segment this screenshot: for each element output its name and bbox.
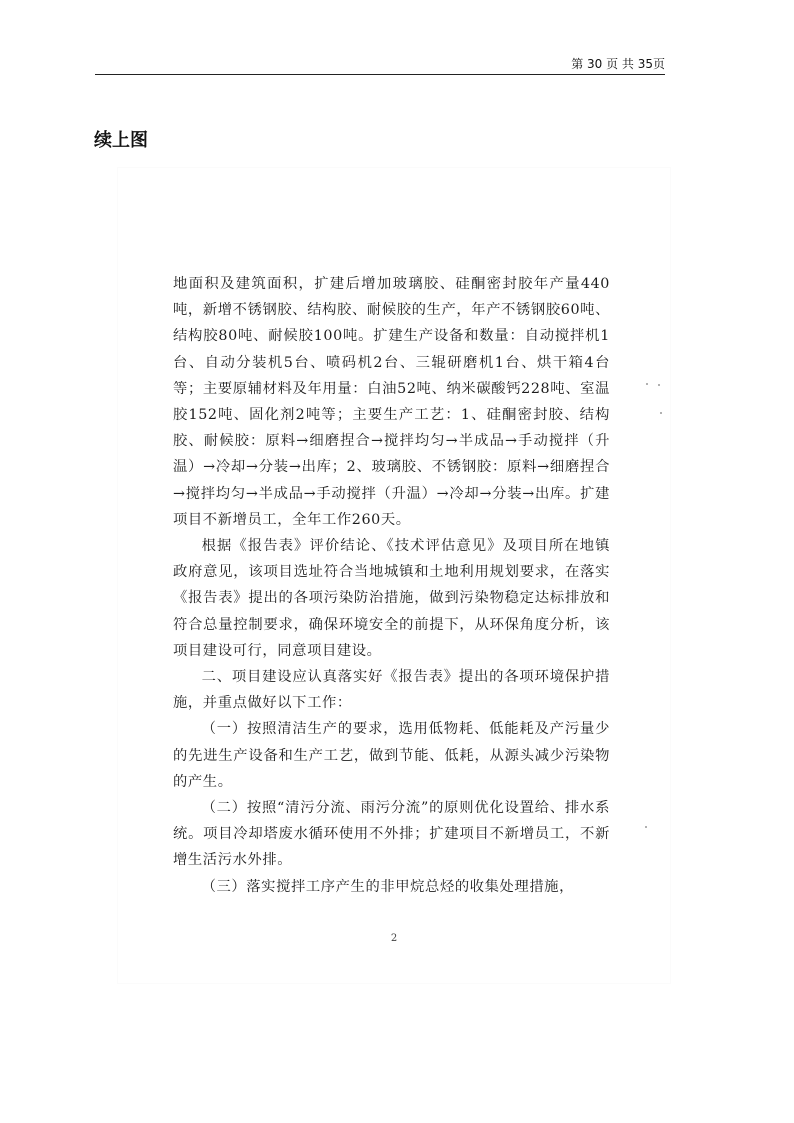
paragraph-approval-opinion: 根据《报告表》评价结论、《技术评估意见》及项目所在地镇政府意见，该项目选址符合当地城镇和土地利用规划要求，在落实《报告表》提出的各项污染防治措施，做到污染物稳定达标排放和符合总量控制要求，确保环境安全的前提下，从环保角度分析，该项目建设可行，同意项目建设。	[173, 538, 610, 659]
scanned-text-body	[173, 271, 610, 900]
scan-speck	[658, 384, 660, 386]
section-title: 续上图	[94, 130, 148, 151]
scan-speck	[646, 383, 648, 385]
page-header	[95, 56, 665, 75]
scan-speck	[645, 826, 647, 828]
paragraph-item-one: （一）按照清洁生产的要求，选用低物耗、低能耗及产污量少的先进生产设备和生产工艺，做到节能、低耗，从源头减少污染物的产生。	[173, 721, 610, 790]
scanned-page-image	[118, 168, 670, 983]
paragraph-item-three: （三）落实搅拌工序产生的非甲烷总烃的收集处理措施，	[201, 878, 575, 895]
paragraph-item-two: （二）按照“清污分流、雨污分流”的原则优化设置给、排水系统。项目冷却塔废水循环使用不外排；扩建项目不新增员工，不新增生活污水外排。	[173, 800, 610, 869]
scanned-page-number: 2	[390, 933, 398, 944]
paragraph-project-scope: 地面积及建筑面积，扩建后增加玻璃胶、硅酮密封胶年产量440 吨，新增不锈钢胶、结构胶、耐候胶的生产，年产不锈钢胶60吨、结构胶80吨、耐候胶100吨。扩建生产设备和数量：自动搅拌机1台、自动分装机5台、喷码机2台、三辊研磨机1台、烘干箱4台等；主要原辅材料及年用量：白油52吨、纳米碳酸钙228吨、室温胶152吨、固化剂2吨等；主要生产工艺：1、硅酮密封胶、结构胶、耐候胶：原料→细磨捏合→搅拌均匀→半成品→手动搅拌（升温）→冷却→分装→出库；2、玻璃胶、不锈钢胶：原料→细磨捏合→搅拌均匀→半成品→手动搅拌（升温）→冷却→分装→出库。扩建项目不新增员工，全年工作260天。	[173, 276, 610, 528]
scan-speck	[660, 412, 662, 414]
page-counter: 第 30 页 共 35页	[571, 57, 665, 71]
paragraph-section-two-heading: 二、项目建设应认真落实好《报告表》提出的各项环境保护措施，并重点做好以下工作：	[173, 669, 610, 712]
